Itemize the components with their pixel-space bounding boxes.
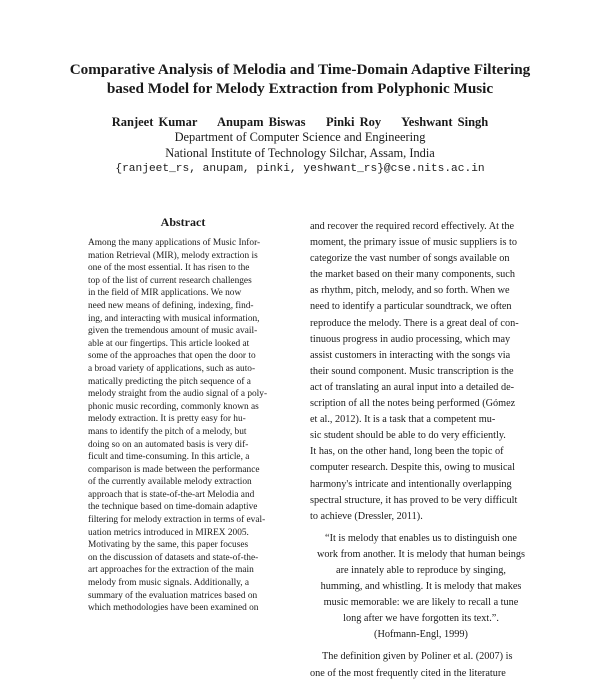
abstract-line: top of the list of current research challenges bbox=[88, 275, 252, 286]
body-text-line: It has, on the other hand, long been the topic of bbox=[310, 446, 504, 458]
quote-line: work from another. It is melody that human beings bbox=[316, 548, 526, 560]
abstract-line: summary of the evaluation matrices based on bbox=[88, 590, 258, 601]
body-text-line: moment, the primary issue of music suppliers is to bbox=[310, 237, 517, 249]
body-text-line: assist customers in interacting with the songs via bbox=[310, 349, 511, 361]
body-column-right bbox=[310, 219, 532, 682]
abstract-line: mation Retrieval (MIR), melody extraction is bbox=[88, 250, 258, 261]
abstract-line: art approaches for the extraction of the main bbox=[88, 565, 254, 576]
abstract-line: one of the most essential. It has risen to the bbox=[88, 263, 250, 274]
department: Department of Computer Science and Engineering bbox=[174, 130, 426, 144]
abstract-line: ficult and time-consuming. In this article, a bbox=[88, 452, 250, 463]
abstract-line: of the currently available melody extraction bbox=[88, 477, 252, 488]
body-text-line: The definition given by Poliner et al. (2007) is bbox=[322, 651, 513, 663]
body-text-line: as rhythm, pitch, melody, and so forth. When we bbox=[310, 285, 510, 297]
body-text-line: computer research. Despite this, owing to musical bbox=[310, 462, 515, 474]
abstract-line: melody straight from the audio signal of a poly- bbox=[88, 389, 268, 400]
quote-line: are innately able to reproduce by singing, bbox=[336, 564, 506, 576]
abstract-line: approach that is state-of-the-art Melodia and bbox=[88, 489, 255, 500]
abstract-heading: Abstract bbox=[160, 215, 206, 229]
body-text-line: the market based on their many components, such bbox=[310, 269, 515, 281]
affiliation bbox=[40, 130, 560, 162]
quote-line: long after we have forgotten its text.”. bbox=[343, 613, 499, 625]
paper-title bbox=[40, 60, 560, 98]
quote-line: “It is melody that enables us to distinguish one bbox=[325, 532, 517, 544]
abstract-line: ing, and interacting with musical information, bbox=[88, 313, 260, 324]
abstract-line: phonic music recording, commonly known as bbox=[88, 401, 259, 412]
body-text-line: their sound component. Music transcription is the bbox=[310, 365, 514, 377]
body-text-line: to achieve (Dressler, 2011). bbox=[310, 510, 423, 522]
abstract-line: uation metrics introduced in MIREX 2005. bbox=[88, 527, 249, 538]
body-text-line: and recover the required record effectively. At the bbox=[310, 221, 515, 232]
abstract-line: doing so on an automated basis is very dif- bbox=[88, 439, 249, 450]
abstract-body bbox=[88, 237, 280, 615]
abstract-line: comparison is made between the performance bbox=[88, 464, 260, 475]
quote-line: humming, and whistling. It is melody that makes bbox=[320, 581, 522, 593]
body-text-line: act of translating an aural input into a detailed de- bbox=[310, 381, 515, 393]
abstract-line: mans to identify the pitch of a melody, but bbox=[88, 426, 247, 437]
institute: National Institute of Technology Silchar, Assam, India bbox=[165, 145, 435, 160]
body-text-line: need to identify a particular soundtrack, we often bbox=[310, 301, 512, 313]
abstract-line: melody from music signals. Additionally, a bbox=[88, 578, 250, 589]
title-line-1: Comparative Analysis of Melodia and Time-Domain Adaptive Filtering bbox=[69, 61, 531, 78]
title-line-2: based Model for Melody Extraction from Polyphonic Music bbox=[106, 80, 494, 97]
abstract-line: the technique based on time-domain adaptive bbox=[88, 502, 258, 513]
body-text-line: categorize the vast number of songs available on bbox=[310, 253, 510, 265]
abstract-line: Among the many applications of Music Infor- bbox=[88, 238, 261, 248]
quote-line: (Hofmann-Engl, 1999) bbox=[374, 629, 468, 641]
abstract-line: some of the approaches that open the door to bbox=[88, 351, 256, 362]
abstract-line: in the field of MIR applications. We now bbox=[88, 288, 242, 299]
abstract-line: on the discussion of datasets and state-of-the- bbox=[88, 552, 259, 563]
body-text-line: one of the most frequently cited in the literature bbox=[310, 667, 506, 679]
body-text-line: reproduce the melody. There is a great deal of con- bbox=[310, 317, 519, 329]
abstract-line: filtering for melody extraction in terms of eval- bbox=[88, 515, 266, 526]
abstract-line: melody extraction. It is pretty easy for hu- bbox=[88, 414, 246, 425]
author-list: Ranjeet Kumar Anupam Biswas Pinki Roy Yeshwant Singh bbox=[111, 115, 489, 129]
abstract-line: Motivating by the same, this paper focuses bbox=[88, 540, 249, 551]
abstract-line: need new means of defining, indexing, find- bbox=[88, 300, 254, 311]
body-text-line: spectral structure, it has proved to be very difficult bbox=[310, 494, 518, 506]
abstract-line: matically predicting the pitch sequence of a bbox=[88, 376, 251, 387]
author-emails: {ranjeet_rs, anupam, pinki, yeshwant_rs}@cse.nits.ac.in bbox=[115, 163, 485, 175]
quote-line: music memorable: we are likely to recall a tune bbox=[323, 597, 519, 609]
body-text-line: harmony's intricate and intentionally overlapping bbox=[310, 478, 512, 490]
abstract-line: a broad variety of applications, such as auto- bbox=[88, 363, 256, 374]
abstract-line: able at our fingertips. This article looked at bbox=[88, 338, 250, 349]
body-text-line: scription of all the notes being performed (Gómez bbox=[310, 398, 516, 410]
body-text-line: tinuous progress in audio processing, which may bbox=[310, 333, 511, 345]
body-text-line: sic student should be able to do very efficiently. bbox=[310, 430, 506, 442]
abstract-line: given the tremendous amount of music avail- bbox=[88, 326, 258, 337]
abstract-line: which methodologies have been examined on bbox=[88, 603, 259, 614]
body-text-line: et al., 2012). It is a task that a competent mu- bbox=[310, 414, 496, 426]
